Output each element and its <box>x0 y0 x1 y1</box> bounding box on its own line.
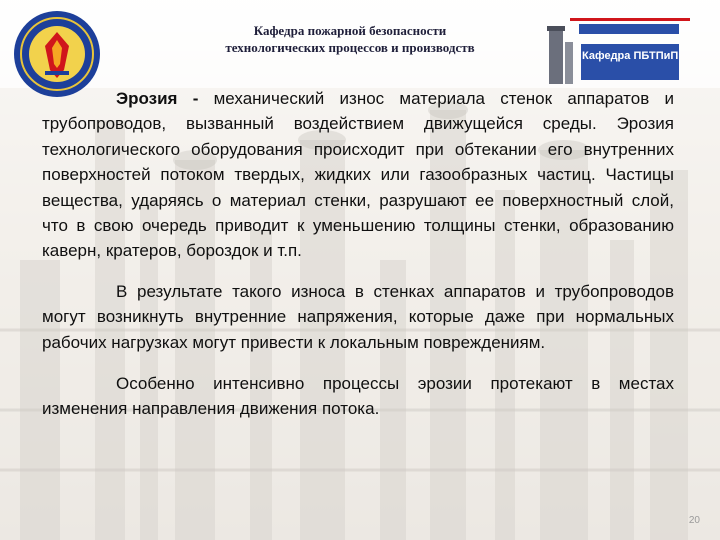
paragraph-flow-direction <box>42 371 674 422</box>
paragraph-erosion-definition <box>42 86 674 264</box>
header-accent-line <box>570 18 690 21</box>
paragraph-1-text: механический износ материала стенок аппаратов и трубопроводов, вызванный воздействием движущейся среды. Эрозия технологического оборудования происходит при обтекании его внутренних поверхностей потоком твердых, жидких или газообразных частиц. Частицы вещества, ударяясь о материал стенки, разрушают ее поверхностный слой, что в свою очередь приводит к уменьшению толщины стенки, образованию каверн, кратеров, бороздок и т.п. <box>42 89 674 261</box>
paragraph-internal-stress <box>42 279 674 355</box>
department-title-line-2: технологических процессов и производств <box>225 40 475 55</box>
department-title <box>150 22 550 56</box>
page-number: 20 <box>688 515 700 526</box>
term-erosion: Эрозия - <box>116 89 199 108</box>
department-logo-caption: Кафедра ПБТПиП <box>582 50 679 62</box>
slide-body <box>42 86 674 422</box>
department-logo <box>545 22 685 84</box>
paragraph-3-text: Особенно интенсивно процессы эрозии протекают в местах изменения направления движения потока. <box>42 374 674 419</box>
department-title-line-1: Кафедра пожарной безопасности <box>253 23 447 38</box>
paragraph-2-text: В результате такого износа в стенках аппаратов и трубопроводов могут возникнуть внутренние напряжения, которые даже при нормальных рабочих нагрузках могут привести к локальным повреждениям. <box>42 281 674 352</box>
header <box>0 0 720 88</box>
